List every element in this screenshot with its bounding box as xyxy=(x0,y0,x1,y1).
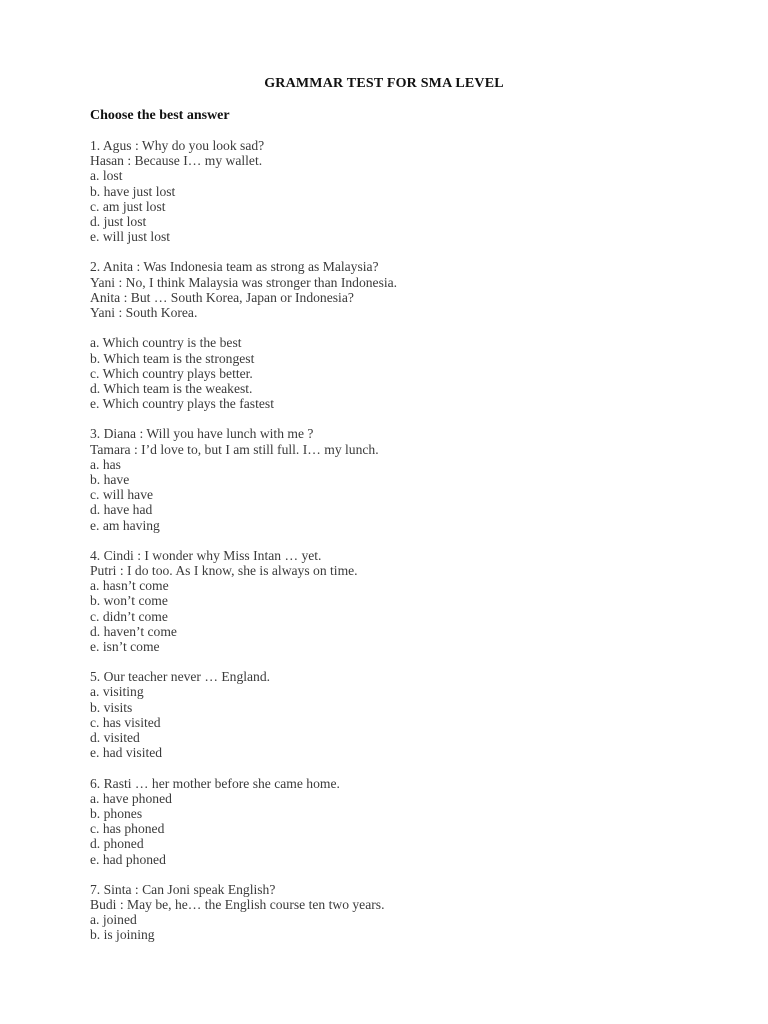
answer-option: a. have phoned xyxy=(90,790,172,806)
question-6 xyxy=(90,776,710,867)
answer-option: c. will have xyxy=(90,487,154,503)
question-stem-line: 7. Sinta : Can Joni speak English? xyxy=(90,881,276,897)
question-list xyxy=(90,138,710,958)
question-stem-line: 4. Cindi : I wonder why Miss Intan … yet. xyxy=(90,547,322,563)
answer-option: c. am just lost xyxy=(90,198,166,214)
answer-option: e. Which country plays the fastest xyxy=(90,396,274,412)
question-stem-line: Putri : I do too. As I know, she is always on time. xyxy=(90,563,358,579)
question-stem-line: 2. Anita : Was Indonesia team as strong as Malaysia? xyxy=(90,259,379,275)
page-title: GRAMMAR TEST FOR SMA LEVEL xyxy=(264,76,504,91)
question-7 xyxy=(90,882,710,943)
question-stem-line: Hasan : Because I… my wallet. xyxy=(90,153,263,169)
instruction-heading: Choose the best answer xyxy=(90,108,230,123)
answer-option: b. have xyxy=(90,472,130,488)
answer-option: d. visited xyxy=(90,730,140,746)
answer-option: b. phones xyxy=(90,805,143,821)
answer-option: e. had phoned xyxy=(90,851,166,867)
answer-option: c. didn’t come xyxy=(90,608,168,624)
answer-option: e. will just lost xyxy=(90,229,171,245)
answer-option: c. Which country plays better. xyxy=(90,365,253,381)
question-1 xyxy=(90,138,710,244)
answer-option: d. haven’t come xyxy=(90,623,177,639)
answer-option: a. has xyxy=(90,456,121,472)
answer-option: a. joined xyxy=(90,912,137,928)
question-stem-line: 6. Rasti … her mother before she came home. xyxy=(90,775,340,791)
spacer xyxy=(90,320,710,335)
answer-option: c. has visited xyxy=(90,714,161,730)
answer-option: d. just lost xyxy=(90,214,147,230)
answer-option: a. hasn’t come xyxy=(90,578,169,594)
answer-option: a. lost xyxy=(90,168,123,184)
question-stem-line: Yani : No, I think Malaysia was stronger than Indonesia. xyxy=(90,274,398,290)
answer-option: d. phoned xyxy=(90,836,144,852)
question-stem-line: Anita : But … South Korea, Japan or Indonesia? xyxy=(90,289,354,305)
question-5 xyxy=(90,669,710,760)
answer-option: a. Which country is the best xyxy=(90,335,242,351)
question-stem-line: 1. Agus : Why do you look sad? xyxy=(90,138,265,153)
answer-option: b. Which team is the strongest xyxy=(90,350,255,366)
answer-option: b. is joining xyxy=(90,927,155,943)
question-stem-line: Tamara : I’d love to, but I am still full. I… my lunch. xyxy=(90,441,379,457)
answer-option: a. visiting xyxy=(90,684,144,700)
question-2 xyxy=(90,259,710,411)
question-4 xyxy=(90,548,710,654)
answer-option: b. won’t come xyxy=(90,593,168,609)
answer-option: e. am having xyxy=(90,517,160,533)
answer-option: b. have just lost xyxy=(90,183,176,199)
question-stem-line: 3. Diana : Will you have lunch with me ? xyxy=(90,426,314,442)
answer-option: d. have had xyxy=(90,502,153,518)
answer-option: c. has phoned xyxy=(90,821,165,837)
question-stem-line: Yani : South Korea. xyxy=(90,305,198,321)
question-3 xyxy=(90,426,710,532)
question-stem-line: 5. Our teacher never … England. xyxy=(90,669,271,685)
answer-option: e. isn’t come xyxy=(90,639,160,655)
question-stem-line: Budi : May be, he… the English course ten two years. xyxy=(90,896,385,912)
answer-option: b. visits xyxy=(90,699,133,715)
answer-option: e. had visited xyxy=(90,745,163,761)
answer-option: d. Which team is the weakest. xyxy=(90,381,253,397)
